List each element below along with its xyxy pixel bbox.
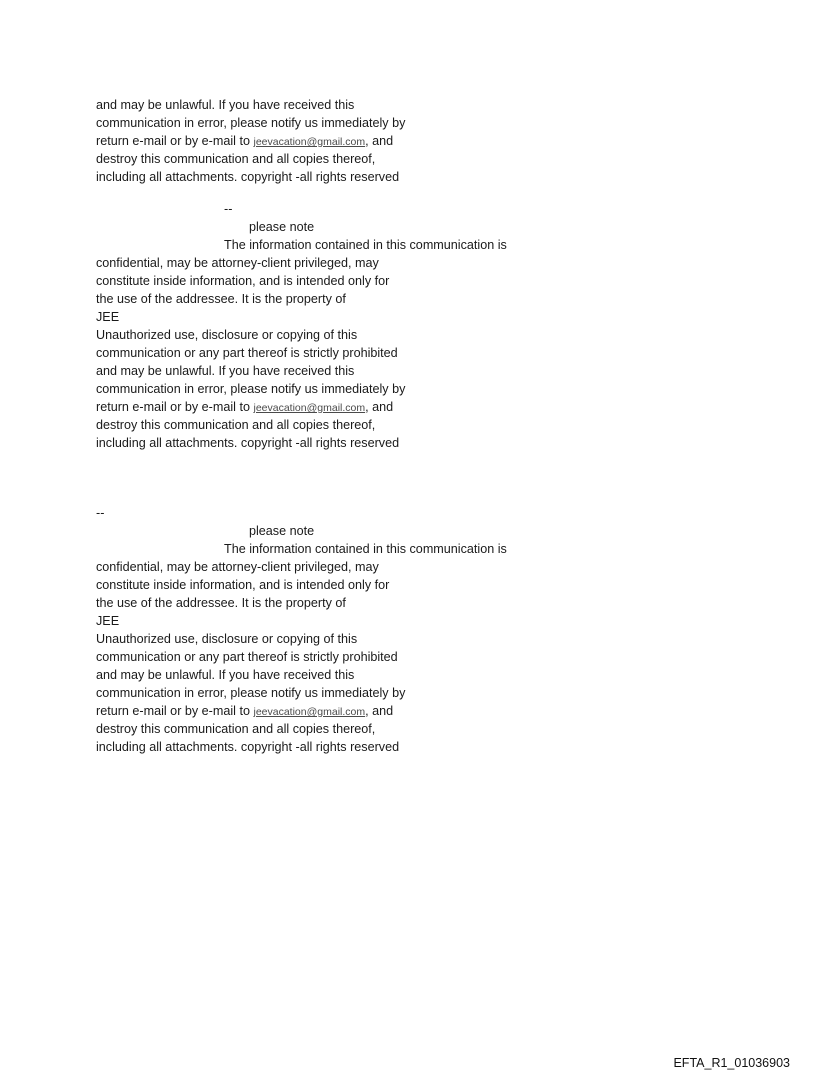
email-prefix: return e-mail or by e-mail to xyxy=(96,704,254,718)
disclaimer-line: confidential, may be attorney-client privileged, may xyxy=(96,560,379,574)
email-link[interactable]: jeevacation@gmail.com xyxy=(253,136,366,148)
disclaimer-line: and may be unlawful. If you have received this xyxy=(96,668,355,682)
disclaimer-line: constitute inside information, and is intended only for xyxy=(96,274,390,288)
email-link[interactable]: jeevacation@gmail.com xyxy=(253,402,366,414)
disclaimer-line: JEE xyxy=(96,310,120,324)
disclaimer-intro: The information contained in this communication is xyxy=(224,238,507,252)
disclaimer-line: destroy this communication and all copies thereof, xyxy=(96,152,376,166)
email-link[interactable]: jeevacation@gmail.com xyxy=(253,706,366,718)
separator: -- xyxy=(224,202,233,216)
disclaimer-line: Unauthorized use, disclosure or copying of this xyxy=(96,328,358,342)
email-prefix: return e-mail or by e-mail to xyxy=(96,400,254,414)
disclaimer-line: destroy this communication and all copies thereof, xyxy=(96,418,376,432)
please-note-heading: please note xyxy=(249,524,315,538)
disclaimer-line: communication in error, please notify us immediately by xyxy=(96,116,406,130)
email-suffix: , and xyxy=(365,400,394,414)
disclaimer-intro: The information contained in this communication is xyxy=(224,542,507,556)
disclaimer-line: constitute inside information, and is intended only for xyxy=(96,578,390,592)
disclaimer-line: and may be unlawful. If you have received this xyxy=(96,364,355,378)
disclaimer-line: and may be unlawful. If you have received this xyxy=(96,98,355,112)
document-id-stamp: EFTA_R1_01036903 xyxy=(673,1056,790,1070)
disclaimer-line: the use of the addressee. It is the property of xyxy=(96,596,346,610)
disclaimer-line: including all attachments. copyright -all rights reserved xyxy=(96,436,400,450)
disclaimer-line: including all attachments. copyright -all rights reserved xyxy=(96,170,400,184)
disclaimer-email-line xyxy=(96,132,656,150)
disclaimer-line: Unauthorized use, disclosure or copying of this xyxy=(96,632,358,646)
disclaimer-block-3 xyxy=(96,504,656,756)
separator: -- xyxy=(96,506,105,520)
email-prefix: return e-mail or by e-mail to xyxy=(96,134,254,148)
please-note-heading: please note xyxy=(249,220,315,234)
disclaimer-block-1 xyxy=(96,96,656,186)
email-suffix: , and xyxy=(365,134,394,148)
disclaimer-line: communication or any part thereof is strictly prohibited xyxy=(96,346,398,360)
disclaimer-email-line xyxy=(96,702,656,720)
email-suffix: , and xyxy=(365,704,394,718)
disclaimer-line: including all attachments. copyright -all rights reserved xyxy=(96,740,400,754)
disclaimer-line: destroy this communication and all copies thereof, xyxy=(96,722,376,736)
disclaimer-line: the use of the addressee. It is the property of xyxy=(96,292,346,306)
disclaimer-line: communication in error, please notify us immediately by xyxy=(96,382,406,396)
disclaimer-line: communication or any part thereof is strictly prohibited xyxy=(96,650,398,664)
disclaimer-line: confidential, may be attorney-client privileged, may xyxy=(96,256,379,270)
disclaimer-line: JEE xyxy=(96,614,120,628)
disclaimer-block-2 xyxy=(96,200,656,452)
disclaimer-line: communication in error, please notify us immediately by xyxy=(96,686,406,700)
disclaimer-email-line xyxy=(96,398,656,416)
